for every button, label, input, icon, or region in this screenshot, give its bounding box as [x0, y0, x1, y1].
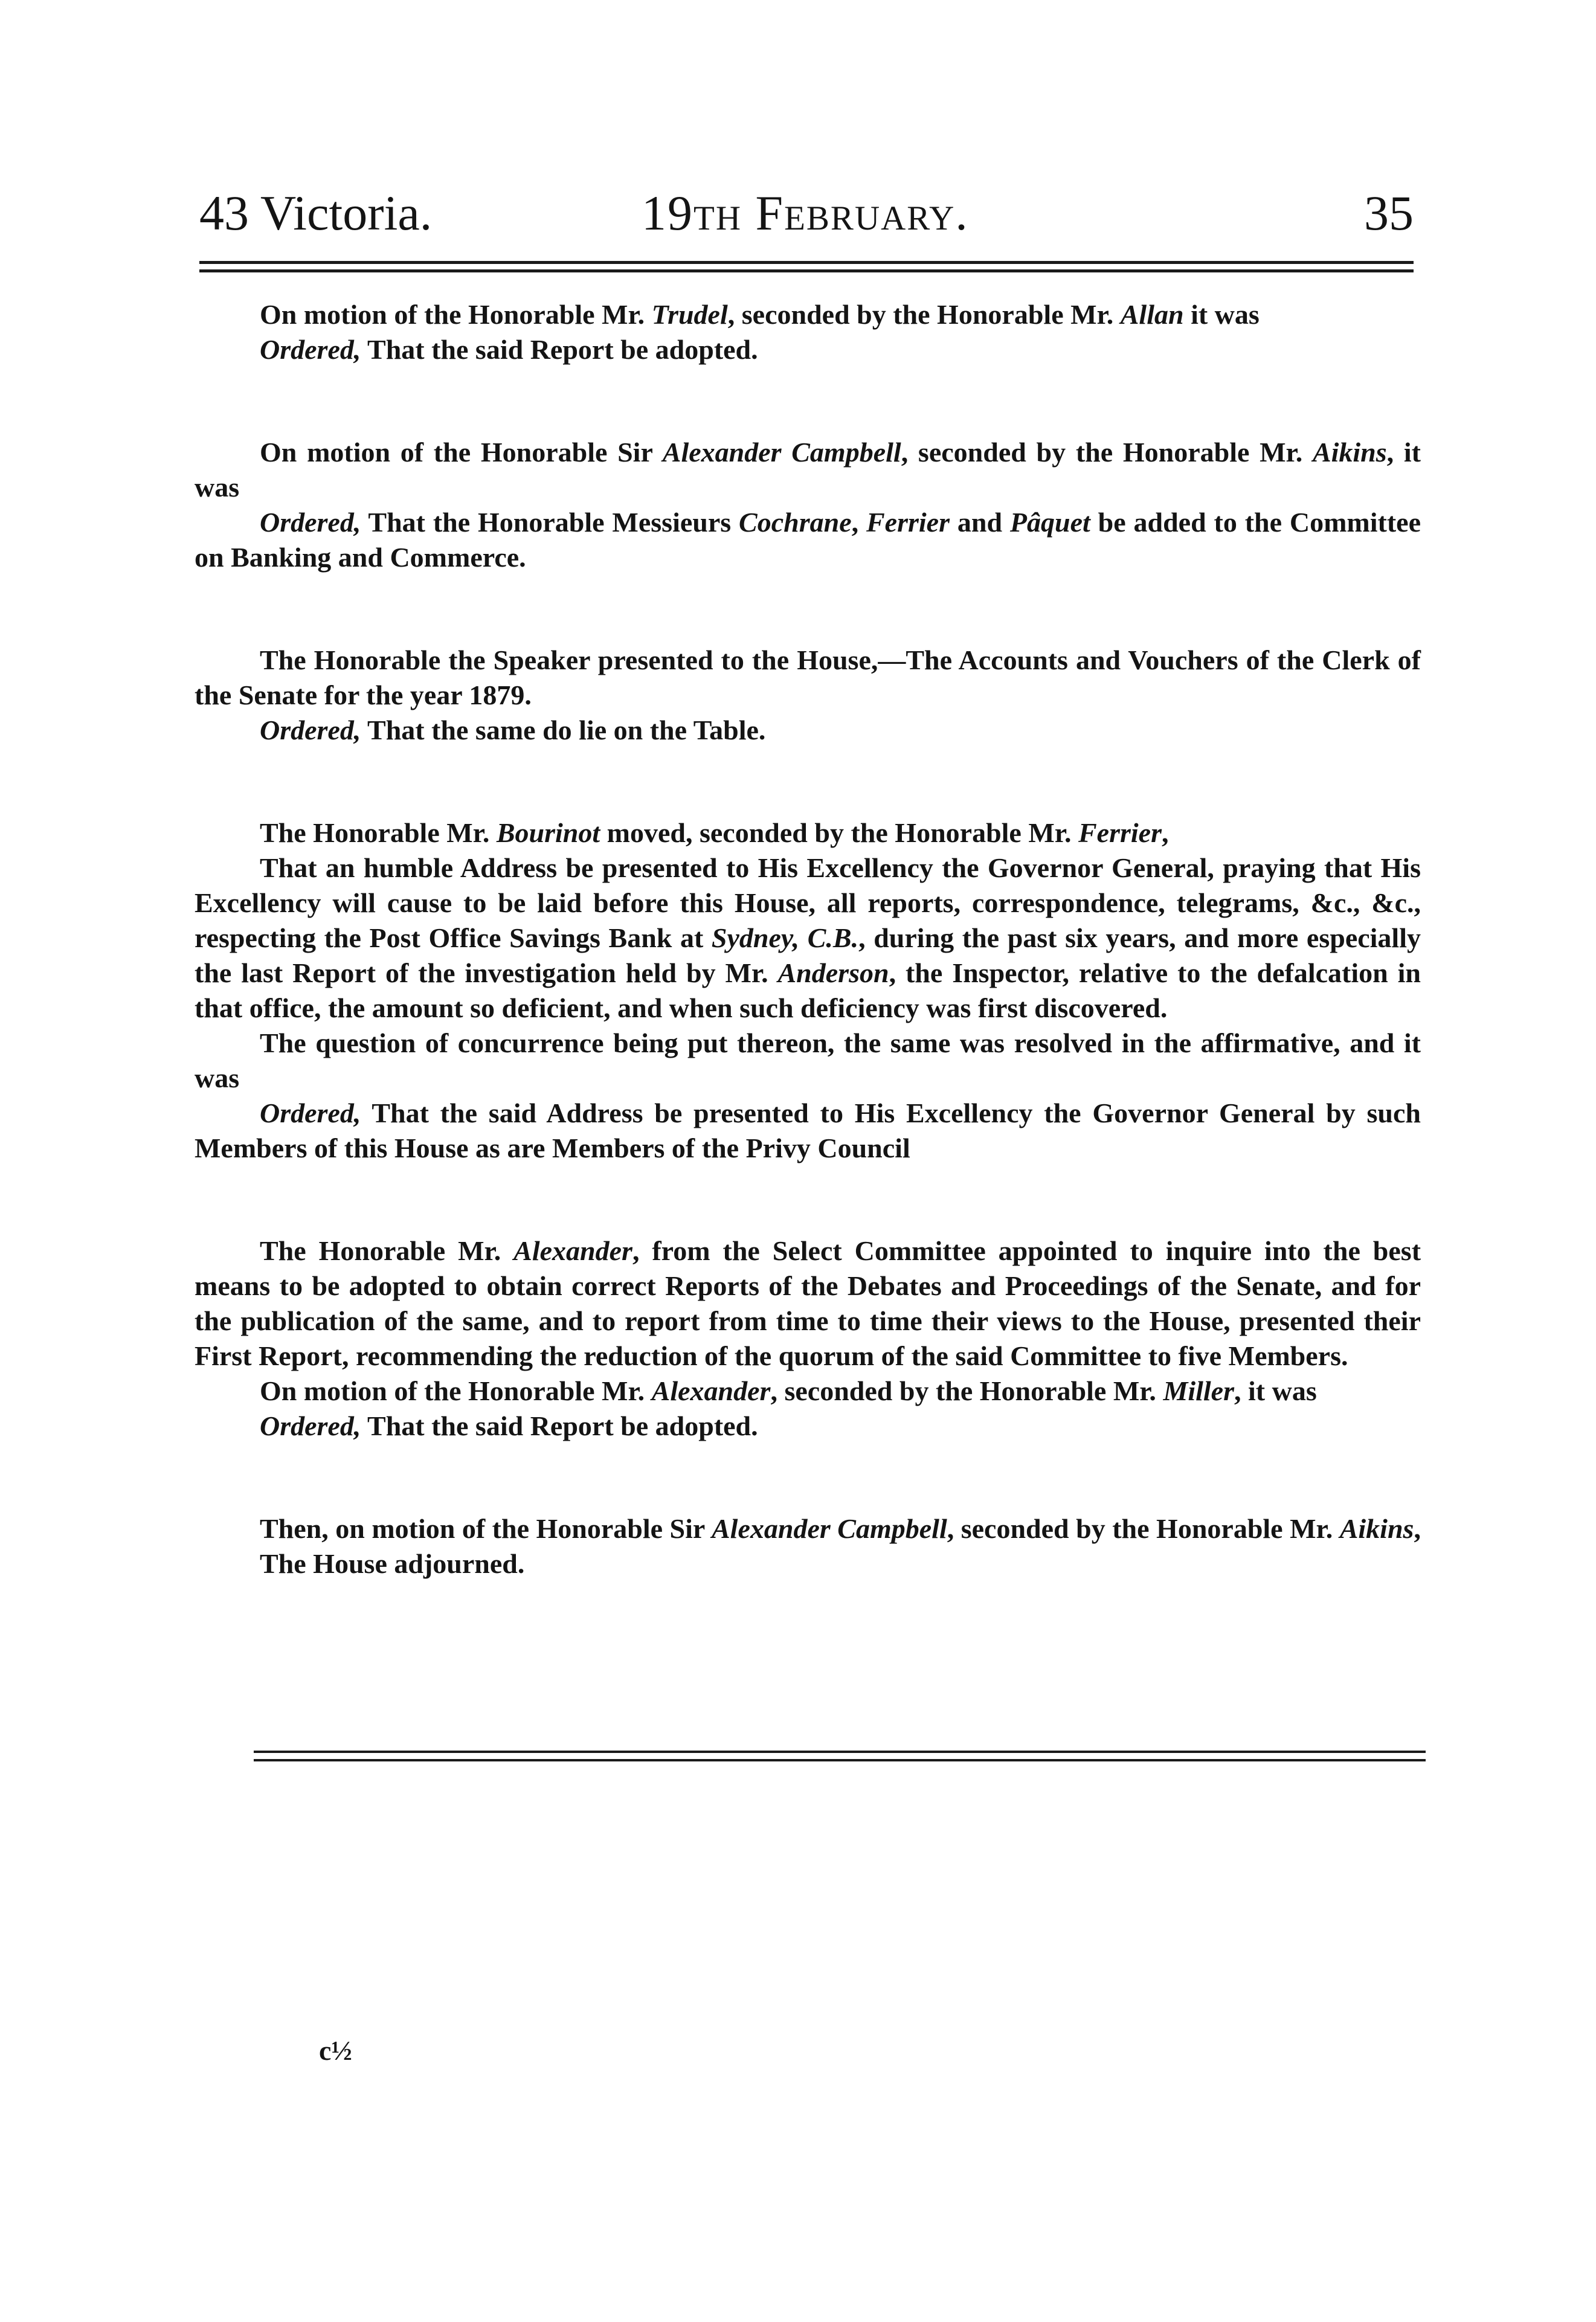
member-name: Ferrier [1078, 817, 1162, 848]
entry-campbell-motion [195, 435, 1421, 575]
member-name: Alexander [513, 1235, 632, 1266]
adjourned-text: The House adjourned. [260, 1548, 525, 1579]
ordered-label: Ordered, [260, 1098, 361, 1128]
ordered-label: Ordered, [260, 715, 361, 745]
member-name: Trudel [651, 299, 728, 330]
session-label: 43 Victoria. [199, 185, 433, 240]
member-name: Pâquet [1009, 507, 1090, 538]
member-name: Cochrane [739, 507, 852, 538]
order-text: Ordered, That the Honorable Messieurs Cochrane, Ferrier and Pâquet be added to the Committee on Banking and Commerce. [195, 507, 1421, 573]
signature-mark: c½ [319, 2035, 352, 2066]
report-text: The Honorable Mr. Alexander, from the Select Committee appointed to inquire into the best means to be adopted to obtain correct Reports of the Debates and Proceedings of the Senate, and for the publication of the same, and to report from time to time their views to the House, presented their First Report, recommending the reduction of the quorum of the said Committee to five Members. [195, 1235, 1421, 1371]
member-name: Anderson [777, 957, 889, 988]
date-heading: 19th February. [642, 185, 969, 240]
ordered-label: Ordered, [260, 1410, 361, 1441]
question-text: The question of concurrence being put thereon, the same was resolved in the affirmative, and it was [195, 1028, 1421, 1093]
ordered-label: Ordered, [260, 507, 361, 538]
order-text: Ordered, That the said Report be adopted. [260, 334, 758, 365]
motion-text: On motion of the Honorable Mr. Trudel, seconded by the Honorable Mr. Allan it was [260, 299, 1260, 330]
journal-body [195, 297, 1421, 1581]
moved-text: The Honorable Mr. Bourinot moved, seconded by the Honorable Mr. Ferrier, [260, 817, 1169, 848]
page-header [199, 185, 1414, 255]
member-name: Aikins [1339, 1513, 1414, 1544]
entry-adjournment [195, 1511, 1421, 1581]
place-name: Sydney, C.B. [711, 922, 859, 953]
entry-trudel-motion [195, 297, 1421, 367]
footer-rule-top [254, 1751, 1426, 1753]
order-text: Ordered, That the said Address be presented to His Excellency the Governor General by such Members of this House as are Members of the Privy Council [195, 1098, 1421, 1163]
order-text: Ordered, That the same do lie on the Table. [260, 715, 766, 745]
ordered-label: Ordered, [260, 334, 361, 365]
member-name: Alexander [651, 1375, 771, 1406]
motion-text: On motion of the Honorable Mr. Alexander, seconded by the Honorable Mr. Miller, it was [260, 1375, 1317, 1406]
adjournment-motion: Then, on motion of the Honorable Sir Alexander Campbell, seconded by the Honorable Mr. Aikins, [260, 1513, 1421, 1544]
page-number: 35 [1364, 185, 1414, 240]
speaker-text: The Honorable the Speaker presented to the House,—The Accounts and Vouchers of the Clerk of the Senate for the year 1879. [195, 645, 1421, 710]
footer-rule-bottom [254, 1759, 1426, 1761]
address-text: That an humble Address be presented to His Excellency the Governor General, praying that His Excellency will cause to be laid before this House, all reports, correspondence, telegrams, &c., &c., respecting the Post Office Savings Bank at Sydney, C.B., during the past six years, and more especially the last Report of the investigation held by Mr. Anderson, the Inspector, relative to the defalcation in that office, the amount so deficient, and when such deficiency was first discovered. [195, 852, 1421, 1023]
member-name: Bourinot [496, 817, 600, 848]
member-name: Alexander Campbell [662, 437, 901, 468]
member-name: Miller [1163, 1375, 1234, 1406]
member-name: Aikins [1312, 437, 1387, 468]
entry-alexander-report [195, 1233, 1421, 1444]
header-rule-bottom [199, 269, 1414, 272]
entry-bourinot-address [195, 815, 1421, 1166]
header-rule-top [199, 261, 1414, 264]
member-name: Alexander Campbell [712, 1513, 947, 1544]
motion-text: On motion of the Honorable Sir Alexander Campbell, seconded by the Honorable Mr. Aikins, it was [195, 437, 1421, 503]
member-name: Ferrier [866, 507, 950, 538]
entry-speaker-accounts [195, 643, 1421, 748]
order-text: Ordered, That the said Report be adopted. [260, 1410, 758, 1441]
member-name: Allan [1120, 299, 1184, 330]
